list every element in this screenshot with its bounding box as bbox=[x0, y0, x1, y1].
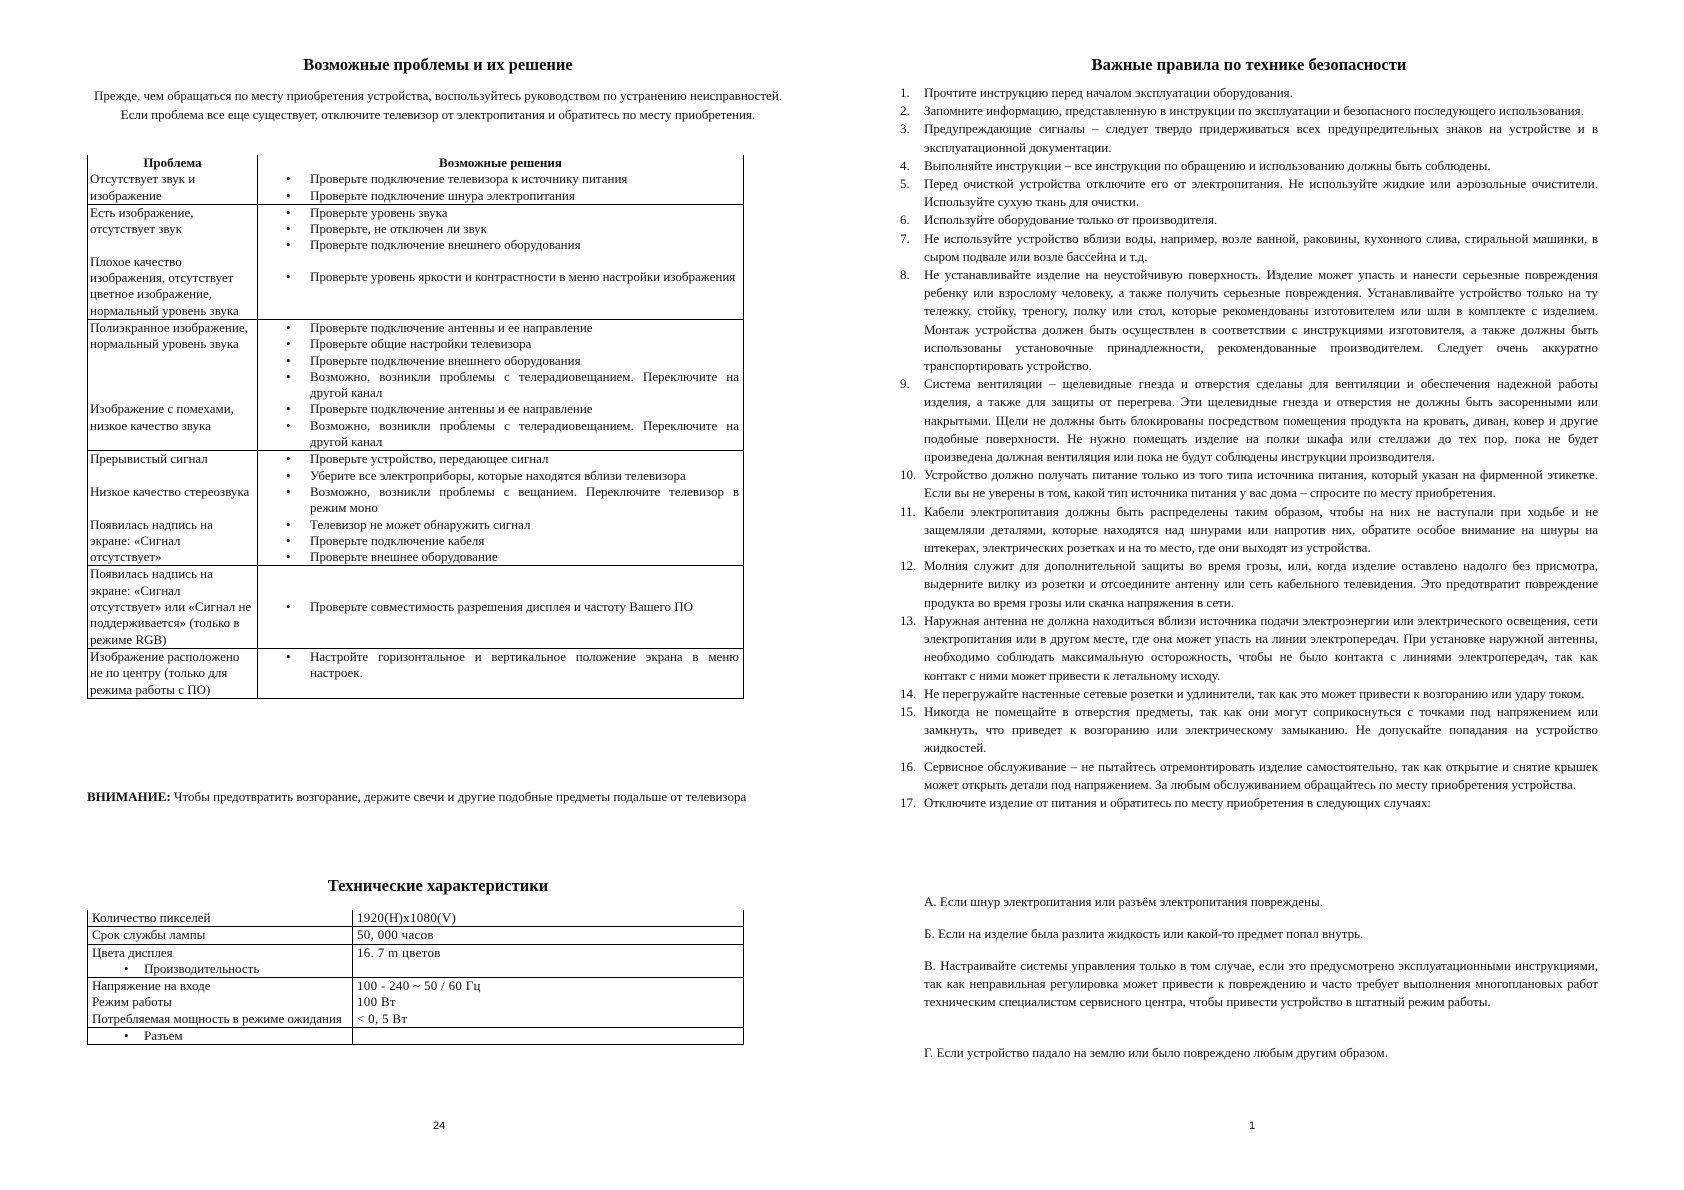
table-row bbox=[88, 517, 744, 566]
spec-row bbox=[88, 1028, 744, 1045]
spec-value: 100 Вт bbox=[353, 994, 744, 1010]
specs-title: Технические характеристики bbox=[327, 876, 549, 895]
solution-item: • Проверьте, не отключен ли звук bbox=[260, 221, 741, 237]
case-c: В. Настраивайте системы управления только в том случае, если это предусмотрено эксплуатационными инструкциями, так как неправильная регулировка может привести к повреждению и часто требует выполнения многоплановых работ техническим специалистом сервисного центра, чтобы привести устройство в штатный режим работы. bbox=[924, 958, 1598, 1010]
table-row bbox=[88, 204, 744, 253]
solution-item: • Проверьте подключение внешнего оборудования bbox=[260, 353, 741, 369]
problem-cell: Есть изображение, отсутствует звук bbox=[88, 204, 258, 253]
problem-cell: Полиэкранное изображение, нормальный уровень звука bbox=[88, 319, 258, 401]
safety-title: Важные правила по технике безопасности bbox=[1091, 55, 1407, 74]
solution-item: • Проверьте совместимость разрешения дисплея и частоту Вашего ПО bbox=[260, 599, 741, 615]
solution-item: • Проверьте уровень звука bbox=[260, 205, 741, 221]
spec-key: Потребляемая мощность в режиме ожидания bbox=[88, 1011, 353, 1028]
solution-item: • Возможно, возникли проблемы с телерадиовещанием. Переключите на другой канал bbox=[260, 369, 741, 402]
problem-cell: Отсутствует звук и изображение bbox=[88, 171, 258, 204]
table-row bbox=[88, 648, 744, 698]
warning-text: Чтобы предотвратить возгорание, держите свечи и другие подобные предметы подальше от телевизора bbox=[170, 789, 747, 804]
list-item: 3. Предупреждающие сигналы – следует твердо придерживаться всех предупредительных знаков на устройстве и в эксплуатационной документации. bbox=[900, 121, 1598, 155]
specs-table bbox=[87, 910, 744, 1045]
page-number: 24 bbox=[433, 1120, 446, 1132]
solution-item: • Уберите все электроприборы, которые находятся вблизи телевизора bbox=[260, 468, 741, 484]
spec-value: 100 - 240 ~ 50 / 60 Гц bbox=[353, 978, 744, 995]
list-item: 7. Не используйте устройство вблизи воды, например, возле ванной, раковины, кухонного слива, стиральной машинки, в сыром подвале или возле бассейна и т.д. bbox=[900, 230, 1598, 264]
solution-item: • Настройте горизонтальное и вертикальное положение экрана в меню настроек. bbox=[260, 649, 741, 682]
solution-item: • Проверьте подключение внешнего оборудования bbox=[260, 237, 741, 253]
problem-cell: Появилась надпись на экране: «Сигнал отсутствует» или «Сигнал не поддерживается» (только в режиме RGB) bbox=[88, 566, 258, 648]
spec-value: 16. 7 m цветов bbox=[353, 944, 744, 978]
problem-cell: Изображение расположено не по центру (только для режима работы с ПО) bbox=[88, 648, 258, 698]
page-number: 1 bbox=[1249, 1120, 1256, 1132]
list-item: 12. Молния служит для дополнительной защиты во время грозы, или, когда изделие оставлено надолго без присмотра, выдерните вилку из розетки и отсоедините антенну или сеть кабельного телевидения. Это предотвратит повреждение продукта во время грозы или скачка напряжения в сети. bbox=[900, 558, 1598, 610]
solution-item: • Проверьте внешнее оборудование bbox=[260, 549, 741, 565]
problem-cell: Появилась надпись на экране: «Сигнал отсутствует» bbox=[88, 517, 258, 566]
spec-value: 50, 000 часов bbox=[353, 927, 744, 944]
spec-subkey: Разъем bbox=[144, 1028, 183, 1044]
table-row bbox=[88, 484, 744, 517]
table-row bbox=[88, 401, 744, 450]
list-item: 9. Система вентиляции – щелевидные гнезда и отверстия сделаны для вентиляции и обеспечения надежной работы изделия, а также для защиты от перегрева. Эти щелевидные гнезда и отверстия не должны быть засоренными или накрытыми. Щели не должны быть блокированы посредством помещения продукта на кровать, диван, ковер и другие подобные поверхности. Не нужно помещать изделие на полки шкафа или стеллажи до тех пор, пока не будет произведена должная вентиляция или пока не будут соблюдены инструкции производителя. bbox=[900, 376, 1598, 465]
list-item: 16. Сервисное обслуживание – не пытайтесь отремонтировать изделие самостоятельно, так как открытие и снятие крышек может открыть детали под напряжением. За любым обслуживанием обращайтесь по месту приобретения устройства. bbox=[900, 758, 1598, 792]
spec-row bbox=[88, 994, 744, 1010]
list-item: 15. Никогда не помещайте в отверстия предметы, так как они могут соприкоснуться с точками под напряжением или замкнуть, что приведет к возгоранию или электрическому замыканию. Не допускайте попадания на устройство жидкостей. bbox=[900, 703, 1598, 756]
list-item: 11. Кабели электропитания должны быть распределены таким образом, чтобы на них не наступали при ходьбе и не защемляли деталями, которые находятся над шнурами или напротив них, обратите особое внимание на шнуры на штекерах, электрических розетках и на то место, где они выходят из устройства. bbox=[900, 503, 1598, 556]
table-row bbox=[88, 451, 744, 484]
right-page bbox=[842, 0, 1684, 1190]
table-row bbox=[88, 171, 744, 204]
solution-item: • Проверьте подключение телевизора к источнику питания bbox=[260, 171, 741, 187]
safety-rules-list bbox=[900, 84, 1598, 812]
list-item: 4. Выполняйте инструкции – все инструкции по обращению и использованию должны быть соблюдены. bbox=[900, 157, 1491, 173]
spec-key: Напряжение на входе bbox=[88, 978, 353, 995]
spec-value: < 0, 5 Вт bbox=[353, 1011, 744, 1028]
column-header-solutions: Возможные решения bbox=[258, 155, 744, 171]
list-item: 6. Используйте оборудование только от производителя. bbox=[900, 212, 1218, 228]
spec-value bbox=[353, 1028, 744, 1045]
spec-row bbox=[88, 910, 744, 927]
solution-item: • Проверьте общие настройки телевизора bbox=[260, 336, 741, 352]
troubleshooting-title: Возможные проблемы и их решение bbox=[303, 55, 573, 74]
problem-cell: Изображение с помехами, низкое качество звука bbox=[88, 401, 258, 450]
troubleshooting-table bbox=[87, 155, 744, 699]
case-a: А. Если шнур электропитания или разъём электропитания повреждены. bbox=[924, 894, 1323, 909]
list-item: 8. Не устанавливайте изделие на неустойчивую поверхность. Изделие может упасть и нанести серьезные повреждения ребенку или взрослому человеку, а также получить серьезные повреждения. Устанавливайте устройство только на ту тележку, стойку, треногу, полку или стол, которые рекомендованы изготовителем или шли в комплекте с изделием. Монтаж устройства должен быть осуществлен в соответствии с инструкциями изготовителя, а также должны быть использованы установочные принадлежности, рекомендованные производителем. Следует очень аккуратно транспортировать устройство. bbox=[900, 267, 1598, 374]
spec-key: Режим работы bbox=[88, 994, 353, 1010]
table-row bbox=[88, 319, 744, 401]
spec-key: Количество пикселей bbox=[88, 910, 353, 927]
spec-key: Цвета дисплея bbox=[92, 944, 173, 960]
solution-item: • Проверьте подключение кабеля bbox=[260, 533, 741, 549]
solution-item: • Проверьте подключение антенны и ее направление bbox=[260, 401, 741, 417]
solution-item: • Возможно, возникли проблемы с телерадиовещанием. Переключите на другой канал bbox=[260, 418, 741, 451]
solution-item: • Проверьте уровень яркости и контрастности в меню настройки изображения bbox=[260, 269, 741, 285]
spec-row bbox=[88, 978, 744, 995]
warning-label: ВНИМАНИЕ: bbox=[87, 789, 171, 804]
spec-row bbox=[88, 927, 744, 944]
spec-key: Срок службы лампы bbox=[88, 927, 353, 944]
solution-item: • Проверьте устройство, передающее сигнал bbox=[260, 451, 741, 467]
spec-row bbox=[88, 1011, 744, 1028]
troubleshooting-intro: Прежде, чем обращаться по месту приобретения устройства, воспользуйтесь руководством по устранению неисправностей. Если проблема все еще существует, отключите телевизор от электропитания и обратитесь по месту приобретения. bbox=[93, 88, 783, 122]
spec-value: 1920(H)x1080(V) bbox=[353, 910, 744, 927]
solution-item: • Проверьте подключение шнура электропитания bbox=[260, 188, 741, 204]
problem-cell: Плохое качество изображения, отсутствует цветное изображение, нормальный уровень звука bbox=[88, 254, 258, 320]
solution-item: • Возможно, возникли проблемы с вещанием. Переключите телевизор в режим моно bbox=[260, 484, 741, 517]
problem-cell: Низкое качество стереозвука bbox=[88, 484, 258, 517]
list-item: 17. Отключите изделие от питания и обратитесь по месту приобретения в следующих случаях: bbox=[900, 794, 1431, 810]
table-row bbox=[88, 566, 744, 648]
spec-subkey: Производительность bbox=[144, 960, 260, 976]
list-item: 1. Прочтите инструкцию перед началом эксплуатации оборудования. bbox=[900, 85, 1293, 100]
list-item: 2. Запомните информацию, представленную в инструкции по эксплуатации и безопасного последующего использования. bbox=[900, 103, 1584, 119]
list-item: 5. Перед очисткой устройства отключите его от электропитания. Не используйте жидкие или аэрозольные очистители. Используйте сухую ткань для очистки. bbox=[900, 176, 1598, 210]
case-b: Б. Если на изделие была разлита жидкость или какой-то предмет попал внутрь. bbox=[924, 926, 1364, 941]
solution-item: • Проверьте подключение антенны и ее направление bbox=[260, 320, 741, 336]
case-d: Г. Если устройство падало на землю или было повреждено любым другим образом. bbox=[924, 1045, 1388, 1060]
warning-note bbox=[87, 787, 747, 806]
solution-item: • Телевизор не может обнаружить сигнал bbox=[260, 517, 741, 533]
table-row bbox=[88, 254, 744, 320]
list-item: 13. Наружная антенна не должна находиться вблизи источника подачи электроэнергии или электрического освещения, сети электропитания или в другом месте, где она может упасть на линии электропередач. При установке наружной антенны, необходимо соблюдать максимальную осторожность, чтобы не было контакта с линиями электропередач, так как контакт с ними может привести к летальному исходу. bbox=[900, 612, 1598, 683]
column-header-problem: Проблема bbox=[88, 155, 258, 171]
list-item: 10. Устройство должно получать питание только из того типа источника питания, который указан на фирменной этикетке. Если вы не уверены в том, какой тип источника питания у вас дома – спросите по месту приобретения. bbox=[900, 467, 1598, 501]
list-item: 14. Не перегружайте настенные сетевые розетки и удлинители, так как это может привести к возгоранию или удару током. bbox=[900, 685, 1585, 701]
problem-cell: Прерывистый сигнал bbox=[88, 451, 258, 484]
spec-row bbox=[88, 944, 744, 978]
